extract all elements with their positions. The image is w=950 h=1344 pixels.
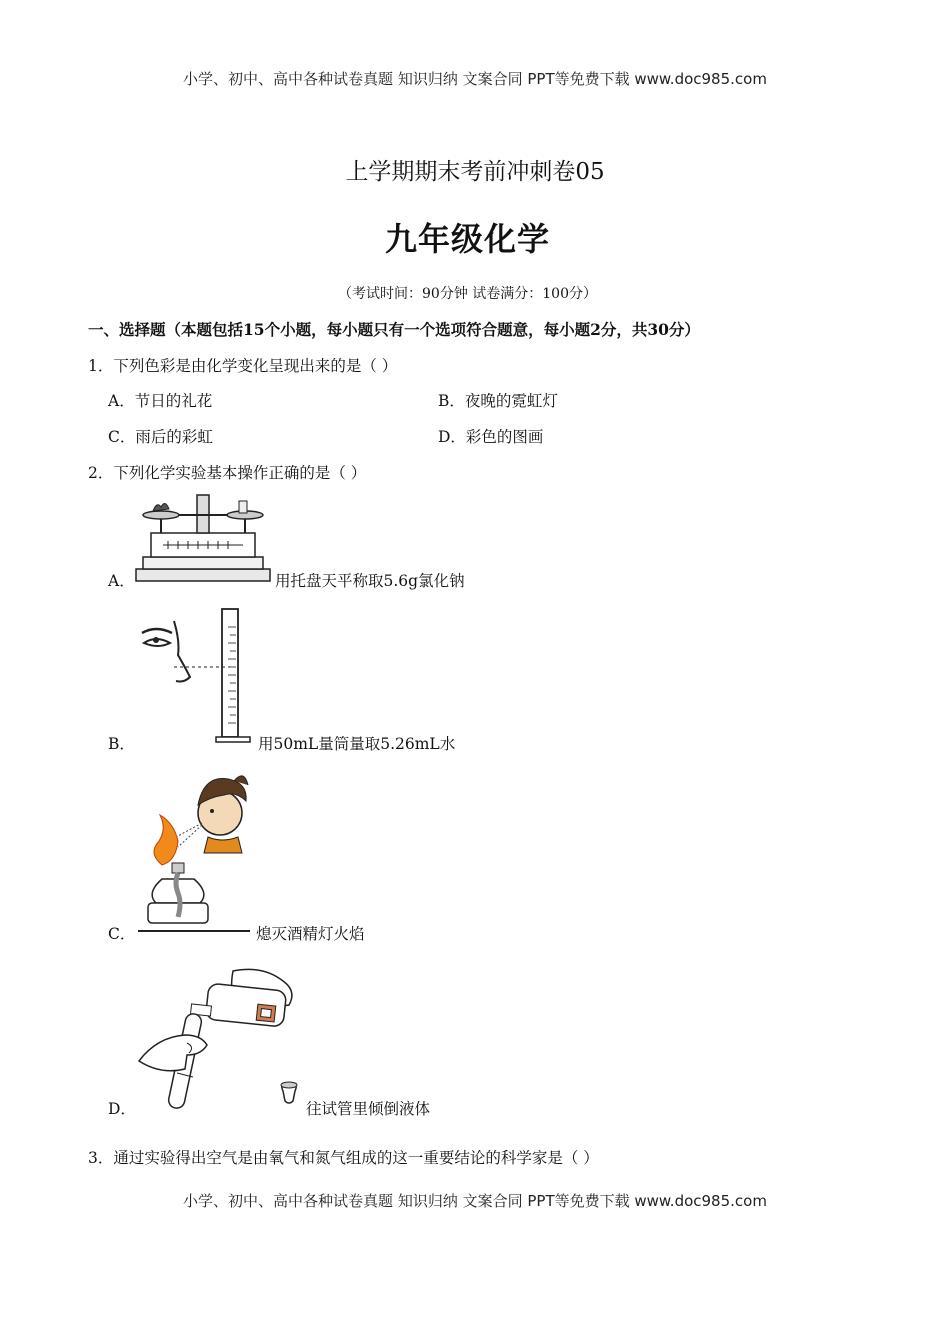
- question-3-stem: 3．通过实验得出空气是由氧气和氮气组成的这一重要结论的科学家是（ ）: [88, 1149, 599, 1167]
- section-heading: 一、选择题（本题包括15个小题，每小题只有一个选项符合题意，每小题2分，共30分）: [88, 320, 700, 339]
- q2-option-c-caption: 熄灭酒精灯火焰: [256, 925, 365, 943]
- alcohol-lamp-illustration: [138, 771, 253, 941]
- page-footer: 小学、初中、高中各种试卷真题 知识归纳 文案合同 PPT等免费下载 www.doc985.com: [183, 1192, 767, 1210]
- q2-option-b-letter: B．: [108, 735, 135, 753]
- q2-option-c-letter: C．: [108, 925, 136, 943]
- q2-option-a-caption: 用托盘天平称取5.6g氯化钠: [275, 572, 465, 590]
- q1-option-d: D．彩色的图画: [438, 428, 544, 446]
- question-2-stem: 2．下列化学实验基本操作正确的是（ ）: [88, 464, 367, 482]
- exam-meta: （考试时间：90分钟 试卷满分：100分）: [338, 286, 597, 302]
- question-1-stem: 1．下列色彩是由化学变化呈现出来的是（ ）: [88, 357, 398, 375]
- q2-option-a-letter: A．: [108, 572, 135, 590]
- balance-illustration: [133, 493, 273, 585]
- q1-option-c: C．雨后的彩虹: [108, 428, 213, 446]
- pouring-liquid-illustration: [135, 965, 305, 1115]
- q2-option-d-caption: 往试管里倾倒液体: [306, 1100, 431, 1118]
- page-header: 小学、初中、高中各种试卷真题 知识归纳 文案合同 PPT等免费下载 www.doc985.com: [183, 70, 767, 88]
- q1-option-a: A．节日的礼花: [108, 392, 213, 410]
- q1-option-b: B．夜晚的霓虹灯: [438, 392, 558, 410]
- graduated-cylinder-illustration: [138, 607, 258, 747]
- subject-title: 九年级化学: [384, 220, 550, 258]
- exam-title: 上学期期末考前冲刺卷05: [345, 159, 605, 185]
- q2-option-b-caption: 用50mL量筒量取5.26mL水: [258, 735, 456, 753]
- q2-option-d-letter: D．: [108, 1100, 136, 1118]
